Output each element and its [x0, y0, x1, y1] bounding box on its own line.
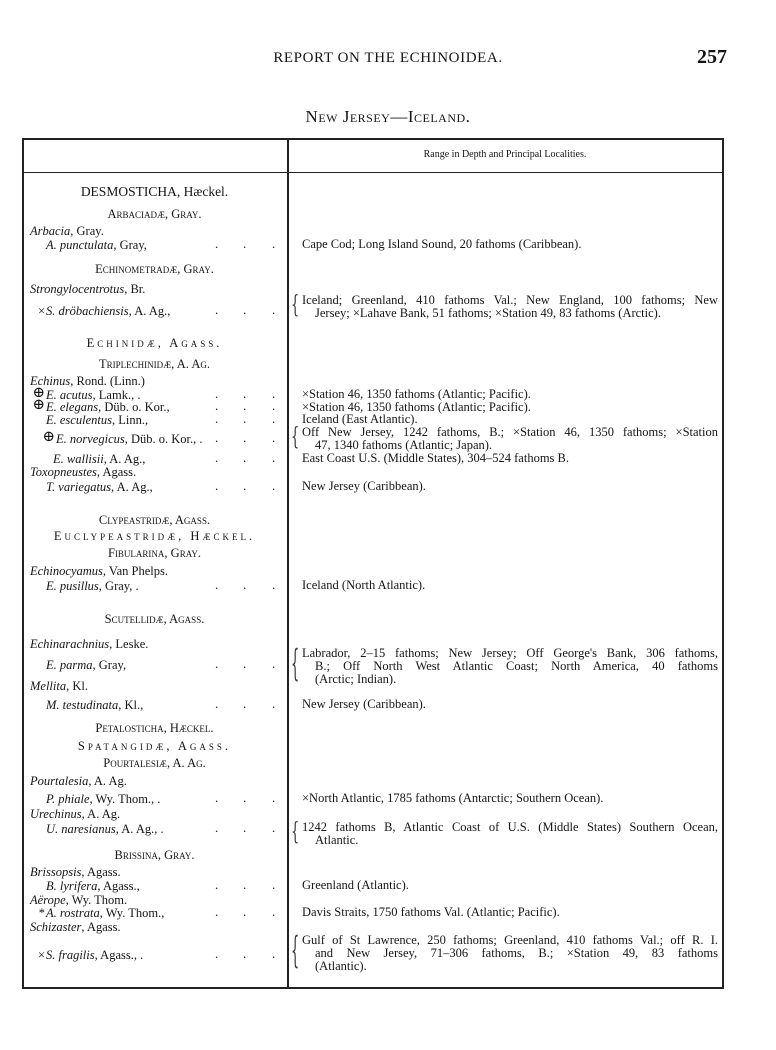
locality-line: ×Station 46, 1350 fathoms (Atlantic; Pacific). [302, 400, 531, 414]
leader-dot: . [272, 877, 276, 892]
taxon-name: Echinarachnius [30, 637, 110, 651]
marker-symbol: ⊕ [32, 385, 45, 401]
leader-dot: . [215, 450, 219, 465]
species-entry [37, 304, 171, 318]
locality-entry [302, 792, 718, 805]
leader-dot: . [272, 478, 276, 493]
taxon-name: A. punctulata [46, 238, 114, 252]
genus-entry [30, 374, 145, 388]
taxon-author: , Agass. [96, 465, 137, 479]
species-entry [46, 480, 153, 494]
taxon-author: , Wy. Thom., [99, 906, 165, 920]
brace-icon: { [291, 819, 300, 847]
leader-dot: . [215, 236, 219, 251]
genus-entry [30, 920, 121, 934]
brace-icon: { [291, 292, 300, 320]
taxon-name: S. fragilis [46, 948, 95, 962]
taxon-name: Echinus [30, 374, 71, 388]
taxon-author: , Gray. [70, 224, 104, 238]
taxon-author: , A. Ag. [88, 774, 127, 788]
taxon-name: U. naresianus [46, 822, 116, 836]
genus-entry [30, 893, 127, 907]
table-right-rule [722, 138, 724, 989]
table-column-divider [287, 138, 289, 989]
leader-dot: . [272, 430, 276, 445]
family-heading: Triplechinidæ, A. Ag. [99, 357, 210, 371]
genus-entry [30, 637, 148, 651]
leader-dot: . [215, 398, 219, 413]
locality-line: Gulf of St Lawrence, 250 fathoms; Greenland, 410 fathoms Val.; off R. I. [302, 933, 718, 947]
taxon-author: , Wy. Thom., . [89, 792, 161, 806]
taxon-name: A. rostrata [46, 906, 100, 920]
taxon-name: Toxopneustes [30, 465, 97, 479]
taxon-author: , A. Ag., . [115, 822, 164, 836]
leader-dot: . [215, 411, 219, 426]
marker-symbol: ⊕ [42, 429, 55, 445]
family-heading: Pourtalesiæ, A. Ag. [103, 756, 206, 770]
taxon-author: , Gray, . [98, 579, 139, 593]
locality-line: 47, 1340 fathoms (Atlantic; Japan). [315, 438, 493, 452]
taxon-author: , Linn., [111, 413, 149, 427]
locality-line: East Coast U.S. (Middle States), 304–524 fathoms B. [302, 451, 569, 465]
species-entry [46, 698, 143, 712]
taxon-name: E. parma [46, 658, 93, 672]
taxon-name: Strongylocentrotus [30, 282, 125, 296]
family-heading: Echinidæ, Agass. [86, 336, 223, 350]
species-entry [46, 238, 147, 252]
taxon-name: Brissopsis [30, 865, 82, 879]
locality-line: 1242 fathoms B, Atlantic Coast of U.S. (Middle States) Southern Ocean, [302, 820, 718, 834]
taxon-author: , Br. [124, 282, 146, 296]
genus-entry [30, 679, 88, 693]
taxon-author: , A. Ag., [111, 480, 153, 494]
species-entry [37, 948, 144, 962]
genus-entry [30, 224, 104, 238]
taxon-author: , Rond. (Linn.) [70, 374, 145, 388]
locality-entry [302, 480, 718, 493]
leader-dot: . [243, 236, 247, 251]
locality-entry [302, 238, 718, 251]
taxon-author: , Düb. o. Kor., . [124, 432, 203, 446]
leader-dot: . [215, 904, 219, 919]
family-heading: Echinometradæ, Gray. [95, 262, 214, 276]
genus-entry [30, 774, 127, 788]
taxon-author: , Leske. [109, 637, 149, 651]
taxon-author: , Lamk., . [92, 388, 141, 402]
taxon-author: , A. Ag., [103, 452, 146, 466]
leader-dot: . [243, 302, 247, 317]
locality-line: New Jersey (Caribbean). [302, 479, 426, 493]
taxon-name: Urechinus [30, 807, 82, 821]
family-heading: Clypeastridæ, Agass. [98, 513, 211, 527]
leader-dot: . [272, 656, 276, 671]
table-header-rule [22, 172, 724, 173]
locality-line: Cape Cod; Long Island Sound, 20 fathoms (Caribbean). [302, 237, 582, 251]
taxon-group-heading: DESMOSTICHA, Hæckel. [80, 184, 229, 199]
locality-line: Iceland; Greenland, 410 fathoms Val.; New England, 100 fathoms; New [302, 293, 718, 307]
locality-entry [302, 821, 718, 847]
taxon-author: , Van Phelps. [102, 564, 168, 578]
leader-dot: . [215, 696, 219, 711]
leader-dot: . [272, 386, 276, 401]
species-entry [46, 822, 164, 836]
brace-icon: { [291, 645, 300, 687]
leader-dot: . [272, 790, 276, 805]
taxon-author: , Kl. [66, 679, 88, 693]
leader-dot: . [243, 904, 247, 919]
locality-line: Atlantic. [315, 833, 359, 847]
locality-entry [302, 698, 718, 711]
leader-dot: . [272, 577, 276, 592]
locality-entry [302, 879, 718, 892]
marker-symbol: ⊕ [32, 397, 45, 413]
leader-dot: . [243, 656, 247, 671]
locality-entry [302, 906, 718, 919]
taxon-author: , Agass., [97, 879, 140, 893]
page-number: 257 [697, 46, 727, 68]
taxon-name: E. acutus [46, 388, 93, 402]
species-entry [46, 658, 126, 672]
taxon-name: T. variegatus [46, 480, 112, 494]
species-entry [53, 452, 145, 466]
table-top-rule [22, 138, 724, 140]
locality-line: ×Station 46, 1350 fathoms (Atlantic; Pacific). [302, 387, 531, 401]
species-entry [42, 429, 203, 446]
family-heading: Spatangidæ, Agass. [77, 739, 232, 753]
locality-line: B.; Off North West Atlantic Coast; North America, 40 fathoms [315, 659, 718, 673]
locality-line: and New Jersey, 71–306 fathoms, B.; ×Station 49, 83 fathoms [315, 946, 718, 960]
leader-dot: . [215, 877, 219, 892]
leader-dot: . [272, 450, 276, 465]
species-entry [46, 792, 160, 806]
genus-entry [30, 282, 145, 296]
taxon-name: Arbacia [30, 224, 71, 238]
taxon-author: , Düb. o. Kor., [98, 400, 170, 414]
locality-line: Jersey; ×Lahave Bank, 51 fathoms; ×Station 49, 83 fathoms (Arctic). [315, 306, 661, 320]
genus-entry [30, 465, 136, 479]
marker-symbol: × [37, 304, 45, 318]
taxon-author: , Agass. [81, 920, 121, 934]
taxon-name: Mellita [30, 679, 67, 693]
leader-dot: . [215, 430, 219, 445]
leader-dot: . [272, 236, 276, 251]
leader-dot: . [272, 946, 276, 961]
family-heading: Euclypeastridæ, Hæckel. [53, 529, 256, 543]
leader-dot: . [243, 790, 247, 805]
brace-icon: { [291, 932, 300, 974]
taxon-name: E. pusillus [46, 579, 99, 593]
leader-dot: . [215, 386, 219, 401]
genus-entry [30, 865, 121, 879]
table-bottom-rule [22, 987, 724, 989]
leader-dot: . [215, 302, 219, 317]
species-entry [46, 579, 139, 593]
leader-dot: . [243, 577, 247, 592]
genus-entry [30, 807, 120, 821]
leader-dot: . [215, 577, 219, 592]
locality-line: (Atlantic). [315, 959, 367, 973]
locality-line: Labrador, 2–15 fathoms; New Jersey; Off George's Bank, 306 fathoms, [302, 646, 718, 660]
genus-entry [30, 564, 168, 578]
locality-entry [302, 934, 718, 973]
leader-dot: . [215, 478, 219, 493]
leader-dot: . [272, 411, 276, 426]
locality-line: New Jersey (Caribbean). [302, 697, 426, 711]
brace-icon: { [291, 424, 300, 452]
marker-symbol: * [38, 906, 45, 920]
locality-entry [302, 647, 718, 686]
locality-line: Davis Straits, 1750 fathoms Val. (Atlantic; Pacific). [302, 905, 560, 919]
leader-dot: . [243, 386, 247, 401]
family-heading: Fibularina, Gray. [107, 546, 202, 560]
species-entry [32, 397, 170, 414]
taxon-author: , Gray, [92, 658, 127, 672]
leader-dot: . [215, 946, 219, 961]
table-title: New Jersey—Iceland. [305, 107, 471, 126]
leader-dot: . [272, 696, 276, 711]
leader-dot: . [243, 450, 247, 465]
leader-dot: . [272, 398, 276, 413]
taxon-name: M. testudinata [46, 698, 119, 712]
locality-entry [302, 579, 718, 592]
leader-dot: . [243, 478, 247, 493]
leader-dot: . [243, 946, 247, 961]
leader-dot: . [272, 820, 276, 835]
taxon-name: B. lyrifera [46, 879, 98, 893]
taxon-name: P. phiale [46, 792, 90, 806]
taxon-name: Aërope [30, 893, 66, 907]
taxon-author: , A. Ag., [128, 304, 171, 318]
taxon-author: , Gray, [113, 238, 147, 252]
leader-dot: . [215, 820, 219, 835]
leader-dot: . [243, 430, 247, 445]
taxon-name: Schizaster [30, 920, 82, 934]
taxon-author: , Kl., [118, 698, 144, 712]
taxon-name: E. wallisii [53, 452, 104, 466]
leader-dot: . [215, 790, 219, 805]
leader-dot: . [243, 696, 247, 711]
leader-dot: . [243, 398, 247, 413]
leader-dot: . [243, 820, 247, 835]
taxon-name: Pourtalesia [30, 774, 89, 788]
locality-entry [302, 452, 718, 465]
taxon-name: S. dröbachiensis [46, 304, 129, 318]
species-entry [38, 906, 165, 920]
locality-entry [302, 426, 718, 452]
marker-symbol: × [37, 948, 45, 962]
taxon-author: , A. Ag. [81, 807, 121, 821]
locality-line: Iceland (East Atlantic). [302, 412, 418, 426]
leader-dot: . [243, 411, 247, 426]
locality-line: Iceland (North Atlantic). [302, 578, 426, 592]
family-heading: Brissina, Gray. [114, 848, 195, 862]
taxon-author: , Agass., . [94, 948, 144, 962]
family-heading: Petalosticha, Hæckel. [95, 721, 214, 735]
locality-line: ×North Atlantic, 1785 fathoms (Antarctic; Southern Ocean). [302, 791, 604, 805]
locality-line: (Arctic; Indian). [315, 672, 397, 686]
species-entry [46, 879, 140, 893]
taxon-author: , Wy. Thom. [65, 893, 128, 907]
leader-dot: . [243, 877, 247, 892]
leader-dot: . [272, 904, 276, 919]
locality-line: Off New Jersey, 1242 fathoms, B.; ×Station 46, 1350 fathoms; ×Station [302, 425, 718, 439]
leader-dot: . [215, 656, 219, 671]
taxon-author: , Agass. [81, 865, 121, 879]
taxon-name: E. esculentus [46, 413, 112, 427]
species-entry [46, 413, 148, 427]
running-head: REPORT ON THE ECHINOIDEA. [273, 50, 503, 66]
taxon-name: E. norvegicus [56, 432, 125, 446]
locality-entry [302, 294, 718, 320]
locality-line: Greenland (Atlantic). [302, 878, 409, 892]
taxon-name: Echinocyamus [30, 564, 103, 578]
taxon-name: E. elegans [46, 400, 99, 414]
family-heading: Scutellidæ, Agass. [104, 612, 205, 626]
family-heading: Arbaciadæ, Gray. [107, 207, 202, 221]
column-header-localities: Range in Depth and Principal Localities. [423, 149, 587, 160]
leader-dot: . [272, 302, 276, 317]
